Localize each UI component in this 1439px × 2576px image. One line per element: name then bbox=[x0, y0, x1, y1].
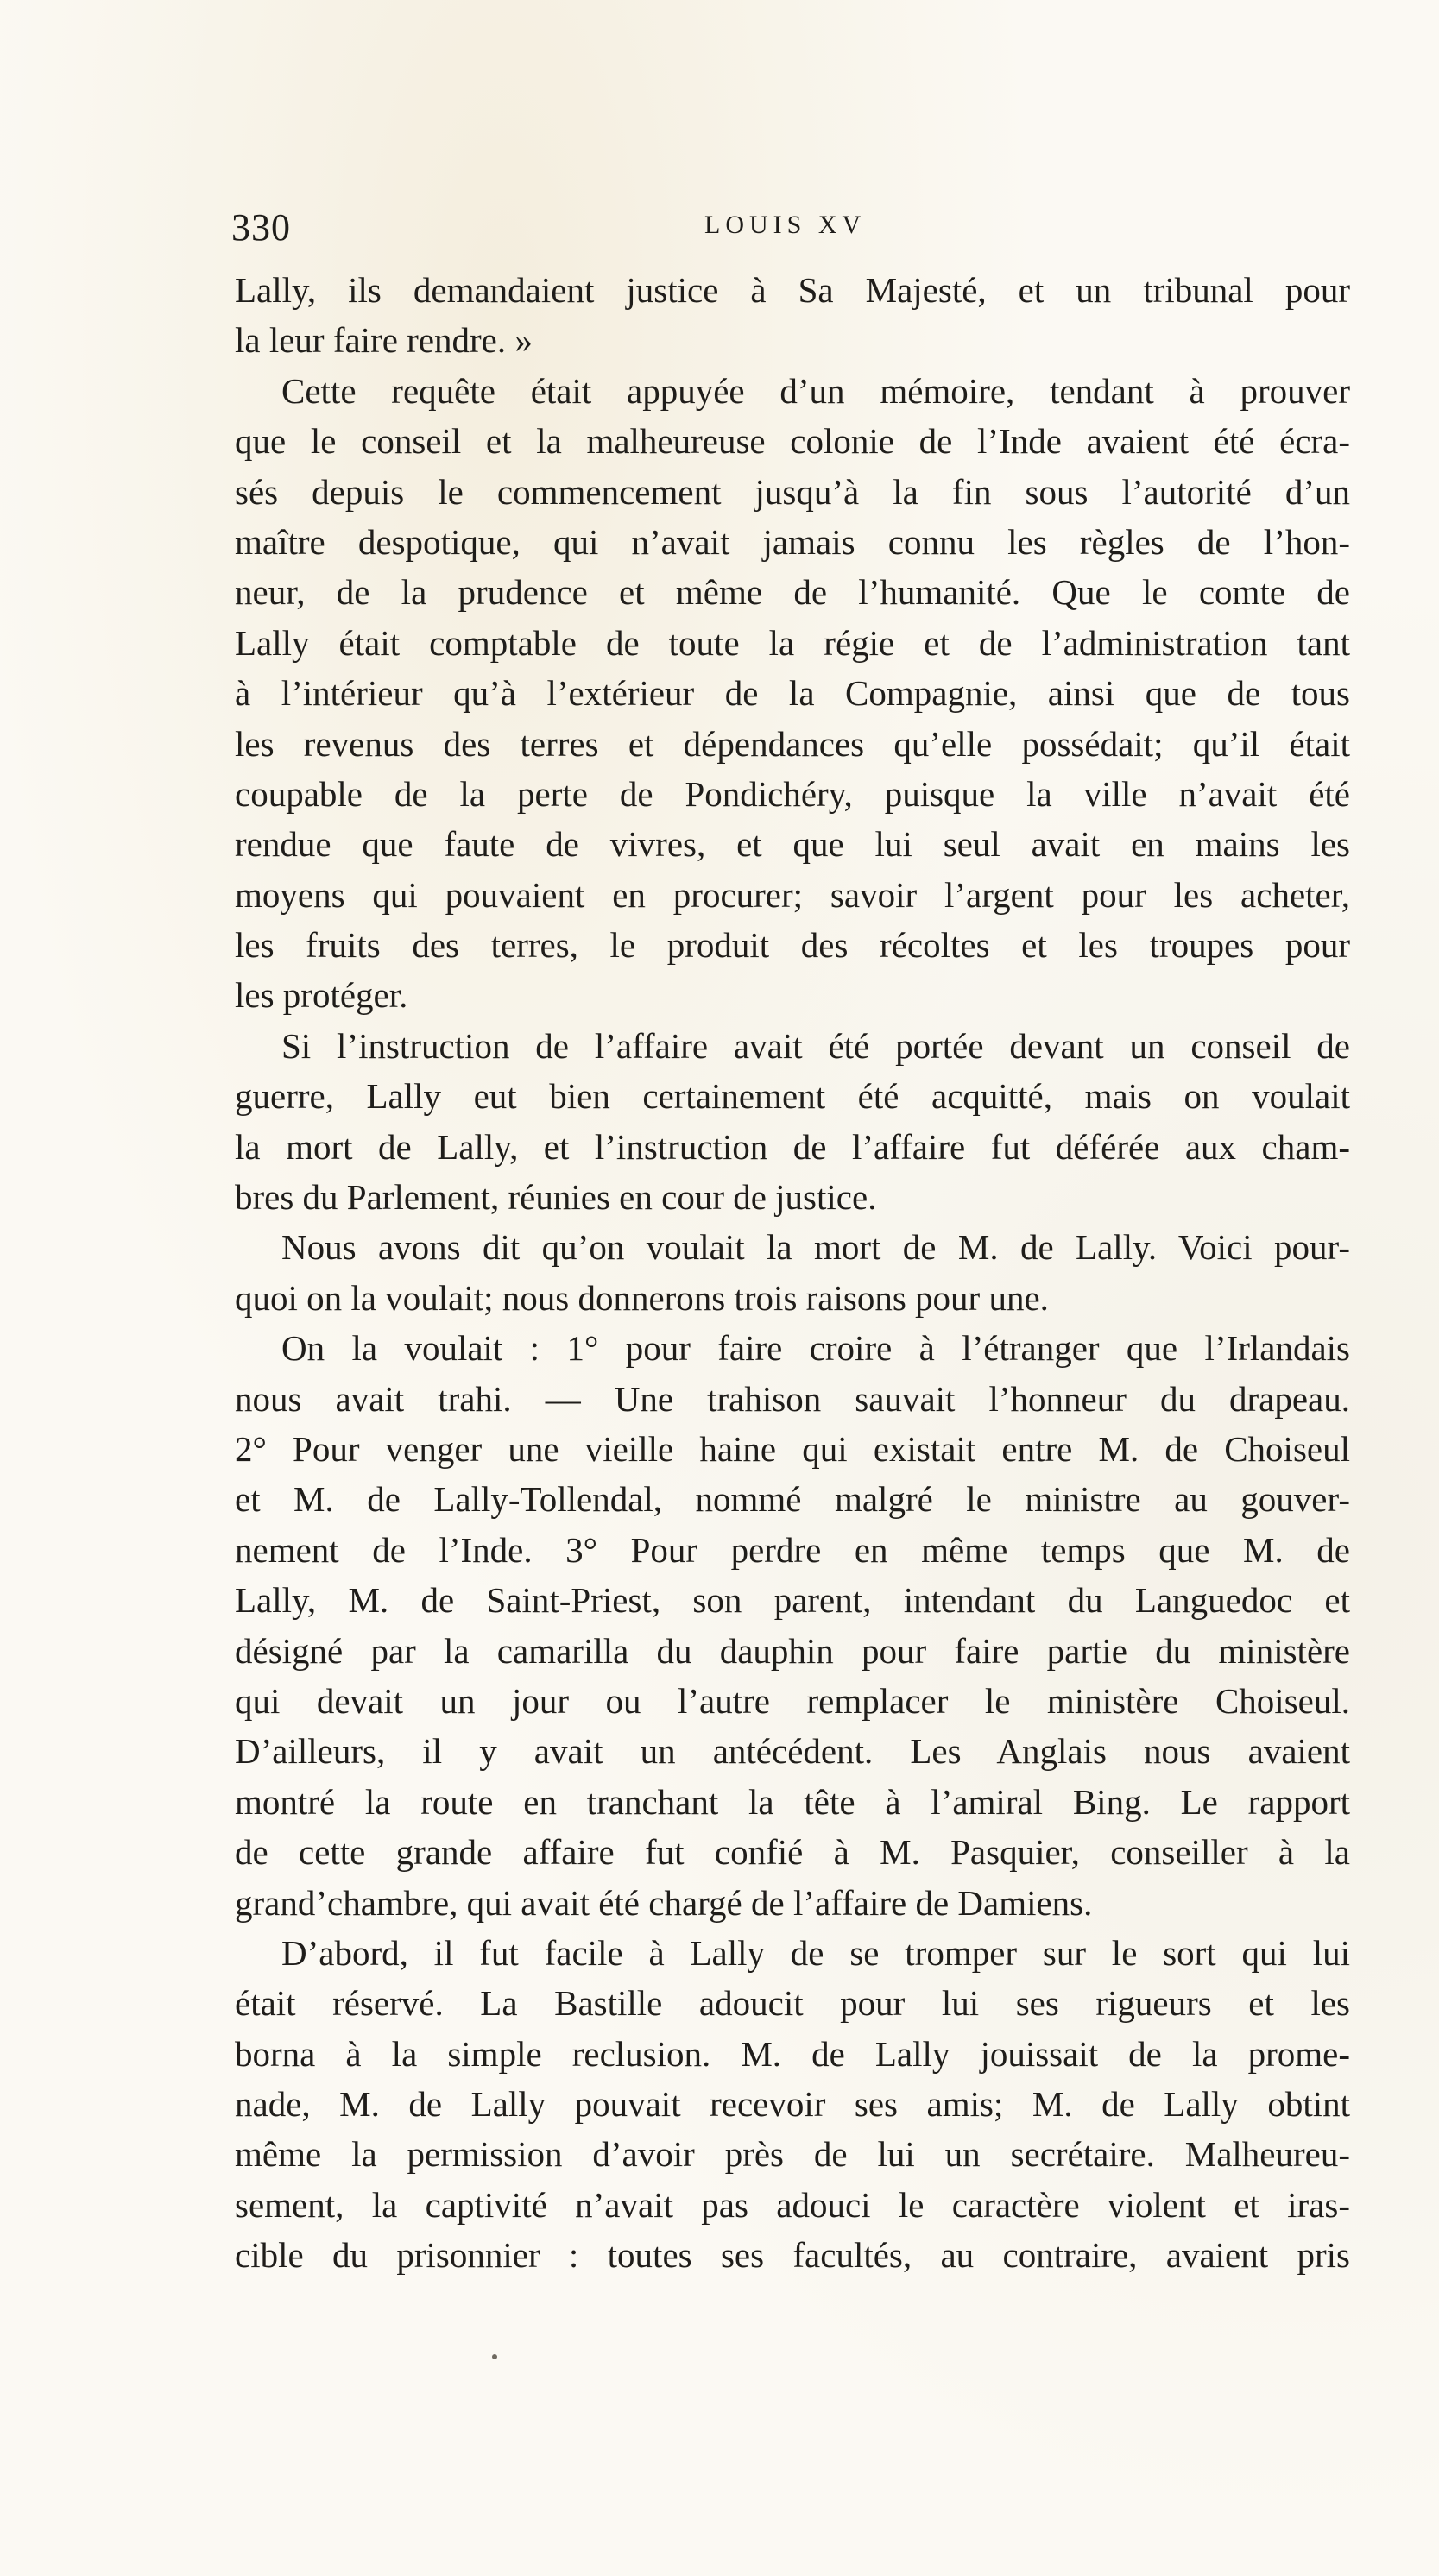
text-line: nement de l’Inde. 3° Pour perdre en même temps que M. de bbox=[235, 1529, 1350, 1570]
text-line: la leur faire rendre. » bbox=[235, 320, 533, 361]
text-line: grand’chambre, qui avait été chargé de l’affaire de Damiens. bbox=[235, 1882, 1093, 1923]
text-line: On la voulait : 1° pour faire croire à l’étranger que l’Irlandais bbox=[281, 1328, 1350, 1369]
text-line: neur, de la prudence et même de l’humanité. Que le comte de bbox=[235, 572, 1350, 613]
text-line: cible du prisonnier : toutes ses facultés, au contraire, avaient pris bbox=[235, 2235, 1350, 2276]
text-line: rendue que faute de vivres, et que lui seul avait en mains les bbox=[235, 824, 1350, 865]
text-line: D’ailleurs, il y avait un antécédent. Les Anglais nous avaient bbox=[235, 1731, 1350, 1772]
text-line: et M. de Lally-Tollendal, nommé malgré le ministre au gouver- bbox=[235, 1479, 1350, 1520]
text-line: 2° Pour venger une vieille haine qui existait entre M. de Choiseul bbox=[235, 1428, 1350, 1469]
text-line: même la permission d’avoir près de lui un secrétaire. Malheureu- bbox=[235, 2134, 1350, 2175]
text-line: nous avait trahi. — Une trahison sauvait l’honneur du drapeau. bbox=[235, 1378, 1350, 1419]
text-line: les revenus des terres et dépendances qu’elle possédait; qu’il était bbox=[235, 723, 1350, 764]
text-line: Lally était comptable de toute la régie et de l’administration tant bbox=[235, 622, 1350, 663]
text-line: à l’intérieur qu’à l’extérieur de la Compagnie, ainsi que de tous bbox=[235, 673, 1350, 714]
text-line: qui devait un jour ou l’autre remplacer le ministère Choiseul. bbox=[235, 1680, 1350, 1721]
text-line: guerre, Lally eut bien certainement été acquitté, mais on voulait bbox=[235, 1076, 1350, 1117]
text-line: était réservé. La Bastille adoucit pour lui ses rigueurs et les bbox=[235, 1983, 1350, 2024]
text-line: Si l’instruction de l’affaire avait été portée devant un conseil de bbox=[281, 1025, 1350, 1066]
text-line: sement, la captivité n’avait pas adouci le caractère violent et iras- bbox=[235, 2184, 1350, 2225]
text-line: sés depuis le commencement jusqu’à la fin sous l’autorité d’un bbox=[235, 471, 1350, 512]
text-line: quoi on la voulait; nous donnerons trois raisons pour une. bbox=[235, 1277, 1049, 1318]
text-line: de cette grande affaire fut confié à M. Pasquier, conseiller à la bbox=[235, 1832, 1350, 1873]
text-line: que le conseil et la malheureuse colonie de l’Inde avaient été écra- bbox=[235, 421, 1350, 462]
text-line: désigné par la camarilla du dauphin pour faire partie du ministère bbox=[235, 1630, 1350, 1671]
text-line: coupable de la perte de Pondichéry, puisque la ville n’avait été bbox=[235, 773, 1350, 814]
ink-speck bbox=[492, 2354, 497, 2359]
running-title: LOUIS XV bbox=[704, 211, 867, 239]
text-line: D’abord, il fut facile à Lally de se tromper sur le sort qui lui bbox=[281, 1932, 1350, 1973]
running-head bbox=[231, 200, 1354, 252]
text-line: les fruits des terres, le produit des récoltes et les troupes pour bbox=[235, 925, 1350, 966]
text-line: bres du Parlement, réunies en cour de justice. bbox=[235, 1177, 877, 1218]
text-line: Nous avons dit qu’on voulait la mort de M. de Lally. Voici pour- bbox=[281, 1227, 1350, 1268]
text-line: nade, M. de Lally pouvait recevoir ses amis; M. de Lally obtint bbox=[235, 2084, 1350, 2125]
page-number: 330 bbox=[231, 206, 291, 249]
text-line: borna à la simple reclusion. M. de Lally jouissait de la prome- bbox=[235, 2033, 1350, 2074]
text-line: Cette requête était appuyée d’un mémoire, tendant à prouver bbox=[281, 370, 1350, 411]
text-line: montré la route en tranchant la tête à l’amiral Bing. Le rapport bbox=[235, 1781, 1350, 1822]
text-line: moyens qui pouvaient en procurer; savoir l’argent pour les acheter, bbox=[235, 874, 1350, 915]
text-line: Lally, M. de Saint-Priest, son parent, intendant du Languedoc et bbox=[235, 1580, 1350, 1621]
text-line: maître despotique, qui n’avait jamais connu les règles de l’hon- bbox=[235, 521, 1350, 562]
text-line: les protéger. bbox=[235, 975, 408, 1016]
text-line: la mort de Lally, et l’instruction de l’affaire fut déférée aux cham- bbox=[235, 1126, 1350, 1167]
text-line: Lally, ils demandaient justice à Sa Majesté, et un tribunal pour bbox=[235, 270, 1350, 310]
body-text bbox=[235, 265, 1350, 2281]
